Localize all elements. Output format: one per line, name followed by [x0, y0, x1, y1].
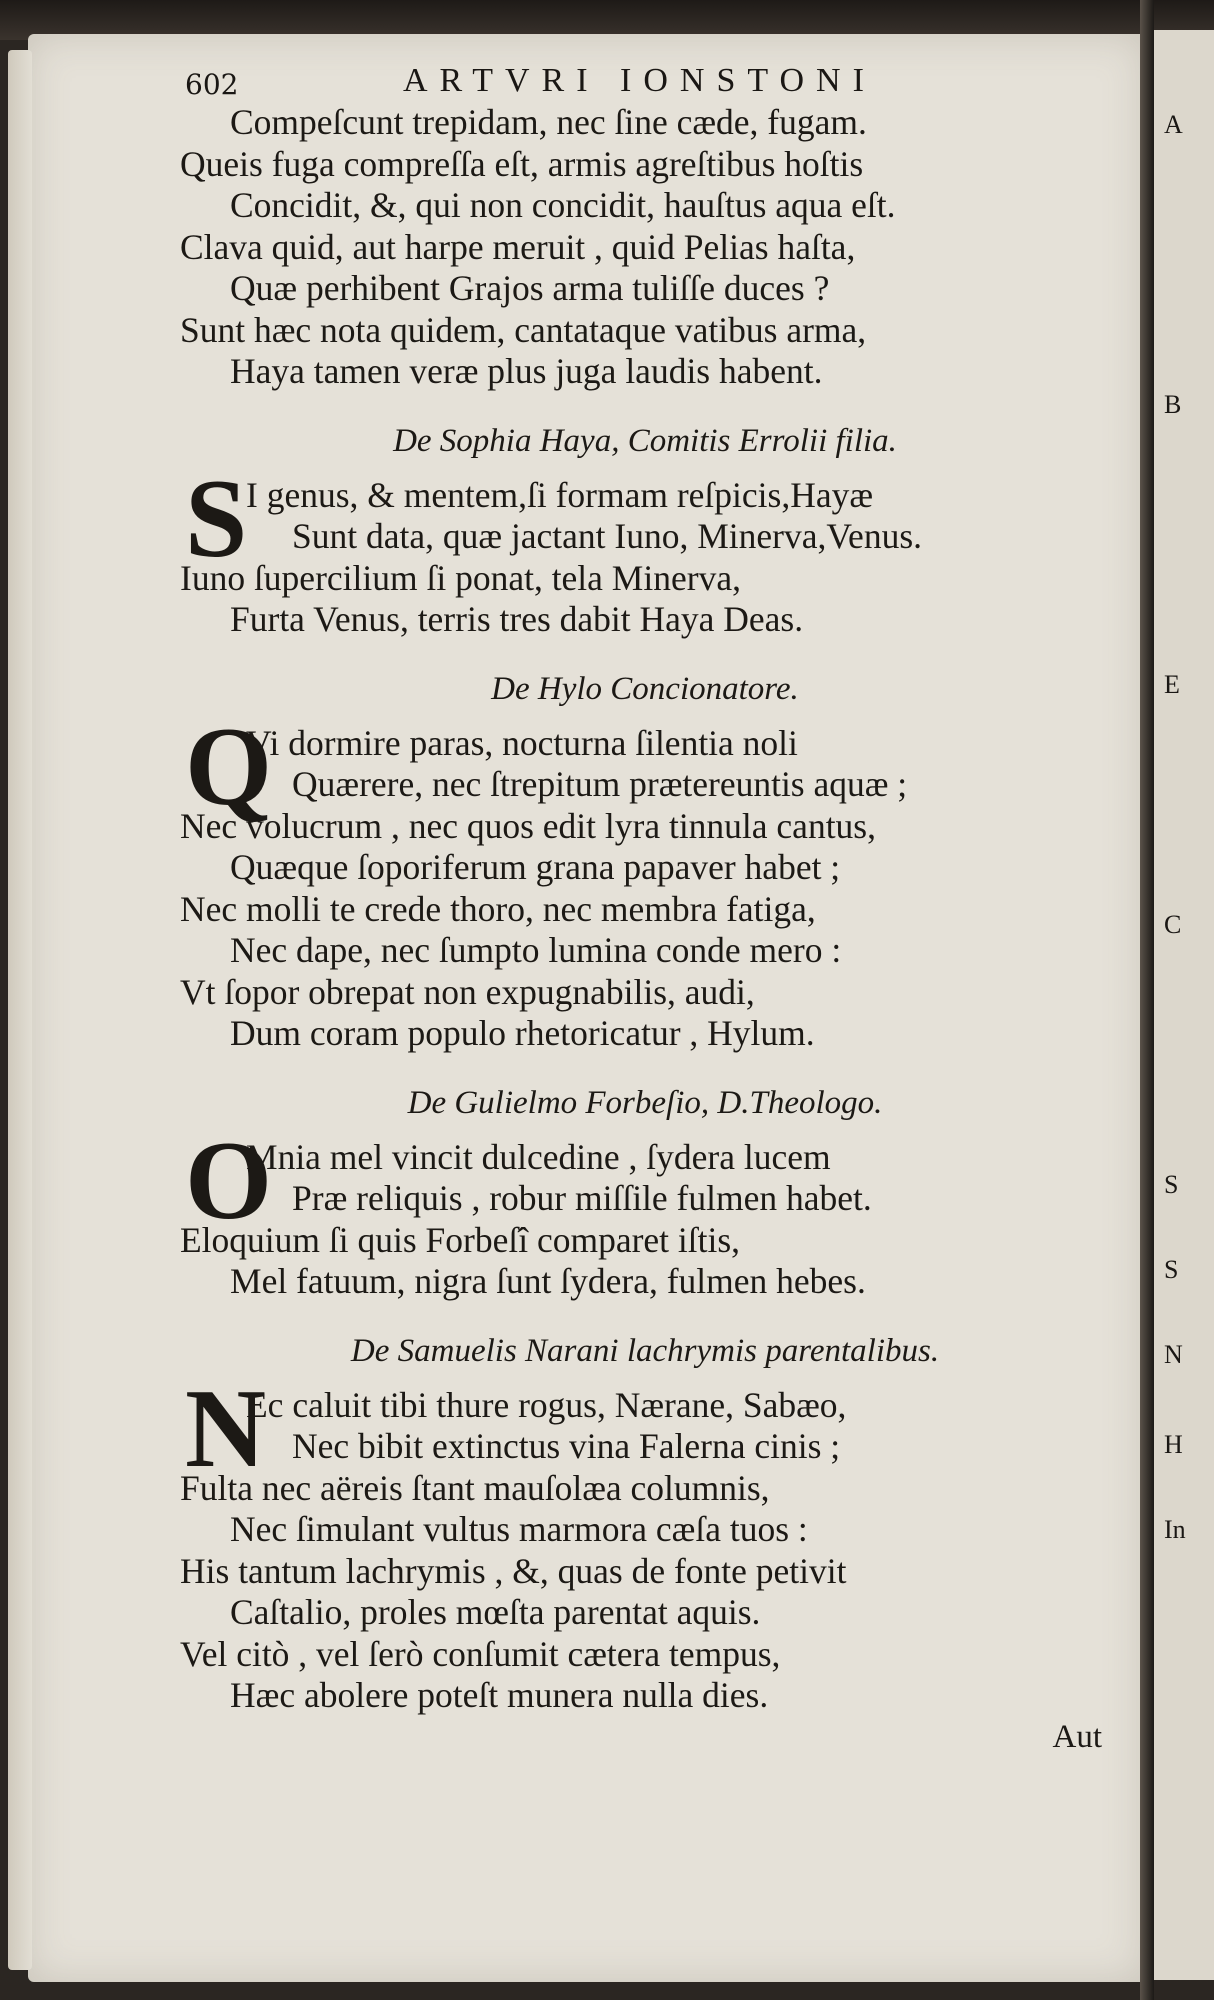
verse-line: Furta Venus, terris tres dabit Haya Deas.: [230, 599, 804, 639]
verse-line: Quæque ſoporiferum grana papaver habet ;: [230, 847, 841, 887]
adjacent-page-letter: N: [1164, 1340, 1183, 1369]
drop-cap-initial: N: [185, 1366, 266, 1491]
poem: [180, 1118, 1110, 1303]
page-text: [180, 102, 1110, 1761]
adjacent-page-letter: In: [1164, 1515, 1186, 1544]
poem-heading: De Hylo Concionatore.: [491, 670, 799, 707]
verse-line: Eloquium ſi quis Forbeſî comparet iſtis,: [180, 1219, 741, 1260]
poem: [180, 456, 1110, 641]
drop-cap-initial: Q: [185, 704, 273, 829]
catchword-row: [180, 1717, 1110, 1761]
verse-line: Nec molli te crede thoro, nec membra fatiga,: [180, 888, 816, 929]
verse-line: Vt ſopor obrepat non expugnabilis, audi,: [180, 971, 755, 1012]
page-stack-edge: [8, 50, 32, 1970]
verse-line: Nec volucrum , nec quos edit lyra tinnula cantus,: [180, 805, 876, 846]
adjacent-page-fragment: [1154, 30, 1214, 1980]
drop-cap-initial: S: [185, 456, 248, 581]
verse-line: Vel citò , vel ſerò conſumit cætera tempus,: [180, 1633, 781, 1674]
poem-heading: De Samuelis Narani lachrymis parentalibus.: [350, 1332, 940, 1369]
verse-line: Queis fuga compreſſa eſt, armis agreſtibus hoſtis: [180, 143, 864, 184]
verse-line: Iuno ſupercilium ſi ponat, tela Minerva,: [180, 557, 741, 598]
poem-heading: De Gulielmo Forbeſio, D.Theologo.: [407, 1084, 883, 1121]
verse-line: Sunt hæc nota quidem, cantataque vatibus arma,: [180, 309, 867, 350]
verse-line: Ec caluit tibi thure rogus, Nærane, Sabæo,: [246, 1384, 847, 1425]
verse-line: Clava quid, aut harpe meruit , quid Pelias haſta,: [180, 226, 856, 267]
verse-line: Compeſcunt trepidam, nec ſine cæde, fugam.: [230, 102, 867, 142]
verse-line: Concidit, &, qui non concidit, hauſtus aqua eſt.: [230, 185, 896, 225]
verse-line: Quærere, nec ſtrepitum prætereuntis aquæ ;: [292, 764, 908, 804]
adjacent-page-letter: H: [1164, 1430, 1183, 1459]
verse-line: Hæc abolere poteſt munera nulla dies.: [230, 1675, 769, 1715]
verse-line: Nec dape, nec ſumpto lumina conde mero :: [230, 930, 842, 970]
verse-line: Vi dormire paras, nocturna ſilentia noli: [246, 722, 798, 763]
running-title: ARTVRI IONSTONI: [403, 62, 876, 99]
adjacent-page-letter: S: [1164, 1255, 1179, 1284]
poem-heading: De Sophia Haya, Comitis Errolii filia.: [393, 422, 897, 459]
verse-line: Caſtalio, proles mœſta parentat aquis.: [230, 1592, 761, 1632]
verse-line: Mel fatuum, nigra ſunt ſydera, fulmen hebes.: [230, 1261, 866, 1301]
verse-line: Nec bibit extinctus vina Falerna cinis ;: [292, 1426, 841, 1466]
page-number: 602: [185, 68, 239, 101]
page-header: [185, 62, 1005, 106]
verse-line: Nec ſimulant vultus marmora cæſa tuos :: [230, 1509, 808, 1549]
poem: [180, 704, 1110, 1055]
book-gutter: [1140, 0, 1154, 2000]
adjacent-page-letter: E: [1164, 670, 1180, 699]
verse-line: Haya tamen veræ plus juga laudis habent.: [230, 351, 823, 391]
verse-line: I genus, & mentem,ſi formam reſpicis,Hayæ: [246, 474, 874, 515]
verse-line: Dum coram populo rhetoricatur , Hylum.: [230, 1013, 815, 1053]
verse-line: His tantum lachrymis , &, quas de fonte petivit: [180, 1550, 847, 1591]
opening-verses: [180, 102, 1110, 393]
verse-line: Sunt data, quæ jactant Iuno, Minerva,Venus.: [292, 516, 923, 556]
verse-line: Fulta nec aëreis ſtant mauſolæa columnis,: [180, 1467, 770, 1508]
poem: [180, 1366, 1110, 1717]
verse-line: Præ reliquis , robur miſſile fulmen habet.: [292, 1178, 872, 1218]
adjacent-page-letter: B: [1164, 390, 1182, 419]
verse-line: Mnia mel vincit dulcedine , ſydera lucem: [246, 1136, 831, 1177]
drop-cap-initial: O: [185, 1118, 273, 1243]
adjacent-page-letter: C: [1164, 910, 1182, 939]
adjacent-page-letter: A: [1164, 110, 1183, 139]
adjacent-page-letter: S: [1164, 1170, 1179, 1199]
verse-line: Quæ perhibent Grajos arma tuliſſe duces ?: [230, 268, 830, 308]
catchword: Aut: [1052, 1718, 1102, 1755]
